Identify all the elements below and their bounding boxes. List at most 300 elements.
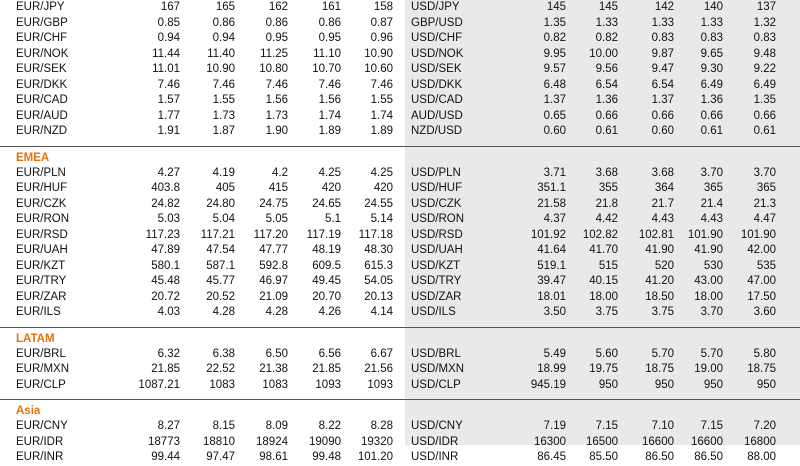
eur-value-cell: 1.56	[318, 94, 341, 106]
eur-value-cell: 4.03	[157, 306, 180, 318]
usd-value-cell: 0.65	[543, 109, 566, 122]
eur-value-cell: 1093	[315, 378, 341, 391]
eur-pair-label: EUR/ILS	[16, 306, 61, 318]
usd-value-cell: 9.22	[753, 63, 776, 75]
eur-value-cell: 24.65	[312, 197, 341, 210]
eur-value-cell: 48.30	[364, 244, 393, 256]
usd-value-cell: 140	[703, 1, 723, 13]
eur-pair-label: EUR/GBP	[16, 16, 68, 29]
table-row	[0, 228, 800, 244]
usd-pair-label: USD/SEK	[411, 63, 462, 75]
eur-value-cell: 1.89	[318, 125, 341, 137]
usd-value-cell: 364	[654, 182, 674, 194]
usd-value-cell: 21.3	[753, 197, 776, 210]
usd-pair-label: USD/CAD	[411, 94, 463, 106]
usd-value-cell: 43.00	[694, 275, 723, 287]
usd-value-cell: 18.01	[537, 290, 566, 303]
table-row	[0, 197, 800, 213]
eur-value-cell: 1.73	[265, 109, 288, 122]
eur-value-cell: 20.52	[206, 290, 235, 303]
eur-value-cell: 21.85	[151, 363, 180, 375]
eur-value-cell: 117.20	[253, 228, 288, 241]
usd-value-cell: 950	[654, 378, 674, 391]
eur-value-cell: 10.90	[206, 63, 235, 75]
eur-value-cell: 1087.21	[138, 378, 180, 391]
table-row	[0, 378, 800, 394]
eur-pair-label: EUR/CZK	[16, 197, 67, 210]
usd-pair-label: USD/RON	[411, 213, 465, 225]
eur-value-cell: 6.50	[265, 347, 288, 360]
eur-value-cell: 0.86	[212, 16, 235, 29]
usd-value-cell: 18.75	[645, 363, 674, 375]
eur-value-cell: 47.54	[206, 244, 235, 256]
usd-value-cell: 1.32	[753, 16, 776, 29]
eur-value-cell: 10.60	[364, 63, 393, 75]
table-row	[0, 166, 800, 182]
eur-pair-label: EUR/CLP	[16, 378, 66, 391]
eur-value-cell: 18810	[203, 435, 235, 448]
usd-value-cell: 18.99	[537, 363, 566, 375]
usd-value-cell: 0.83	[651, 32, 674, 44]
eur-value-cell: 48.19	[312, 244, 341, 256]
usd-value-cell: 101.90	[687, 228, 723, 241]
eur-value-cell: 18924	[256, 435, 288, 448]
usd-value-cell: 945.19	[530, 378, 566, 391]
usd-value-cell: 1.33	[595, 16, 618, 29]
usd-value-cell: 351.1	[537, 182, 566, 194]
eur-value-cell: 99.44	[151, 451, 180, 463]
eur-value-cell: 0.85	[157, 16, 180, 29]
usd-pair-label: AUD/USD	[411, 109, 463, 122]
usd-value-cell: 1.33	[651, 16, 674, 29]
usd-value-cell: 9.57	[543, 63, 566, 75]
eur-value-cell: 4.25	[370, 166, 393, 179]
eur-value-cell: 7.46	[318, 78, 341, 91]
usd-value-cell: 86.50	[645, 451, 674, 463]
table-row	[0, 124, 800, 140]
eur-pair-label: EUR/SEK	[16, 63, 67, 75]
table-row	[0, 93, 800, 109]
table-row	[0, 419, 800, 435]
eur-value-cell: 1083	[262, 378, 288, 391]
table-row	[0, 362, 800, 378]
eur-value-cell: 46.97	[259, 275, 288, 287]
usd-value-cell: 145	[546, 1, 566, 13]
eur-value-cell: 158	[373, 1, 393, 13]
eur-value-cell: 98.61	[259, 451, 288, 463]
eur-value-cell: 10.70	[312, 63, 341, 75]
usd-value-cell: 21.4	[700, 197, 723, 210]
eur-value-cell: 420	[321, 182, 341, 194]
usd-pair-label: USD/CZK	[411, 197, 462, 210]
eur-pair-label: EUR/CAD	[16, 94, 68, 106]
eur-value-cell: 117.23	[145, 228, 180, 241]
eur-value-cell: 24.82	[151, 197, 180, 210]
eur-value-cell: 4.28	[265, 306, 288, 318]
eur-value-cell: 5.14	[370, 213, 393, 225]
usd-value-cell: 3.60	[753, 306, 776, 318]
usd-value-cell: 5.49	[543, 347, 566, 360]
eur-value-cell: 0.94	[212, 32, 235, 44]
eur-pair-label: EUR/IDR	[16, 435, 64, 448]
eur-value-cell: 0.87	[370, 16, 393, 29]
usd-value-cell: 7.20	[753, 420, 776, 432]
usd-value-cell: 101.92	[530, 228, 566, 241]
usd-value-cell: 1.33	[700, 16, 723, 29]
usd-value-cell: 142	[654, 1, 674, 13]
usd-value-cell: 47.00	[747, 275, 776, 287]
eur-pair-label: EUR/CNY	[16, 420, 68, 432]
table-row	[0, 62, 800, 78]
eur-value-cell: 1083	[209, 378, 235, 391]
eur-value-cell: 1.90	[265, 125, 288, 137]
eur-value-cell: 162	[268, 1, 288, 13]
usd-value-cell: 88.00	[747, 451, 776, 463]
table-row	[0, 0, 800, 16]
usd-pair-label: USD/INR	[411, 451, 459, 463]
eur-value-cell: 4.27	[157, 166, 180, 179]
eur-value-cell: 117.19	[306, 228, 341, 241]
eur-value-cell: 1.56	[265, 94, 288, 106]
eur-value-cell: 167	[160, 1, 180, 13]
usd-value-cell: 16500	[586, 435, 618, 448]
usd-value-cell: 7.15	[700, 420, 723, 432]
eur-value-cell: 8.22	[318, 420, 341, 432]
usd-value-cell: 85.50	[589, 451, 618, 463]
usd-value-cell: 16300	[534, 435, 566, 448]
eur-value-cell: 11.40	[207, 47, 235, 60]
eur-pair-label: EUR/RON	[16, 213, 70, 225]
usd-value-cell: 9.56	[595, 63, 618, 75]
table-row	[0, 435, 800, 451]
usd-value-cell: 3.50	[543, 306, 566, 318]
usd-pair-label: USD/CNY	[411, 420, 463, 432]
eur-pair-label: EUR/JPY	[16, 1, 65, 13]
section-title: Asia	[16, 405, 41, 417]
eur-pair-label: EUR/BRL	[16, 347, 66, 360]
eur-value-cell: 117.18	[358, 228, 393, 241]
eur-value-cell: 0.95	[318, 32, 341, 44]
usd-value-cell: 6.49	[700, 78, 723, 91]
eur-value-cell: 99.48	[312, 451, 341, 463]
eur-value-cell: 21.85	[312, 363, 341, 375]
usd-value-cell: 4.43	[651, 213, 674, 225]
usd-pair-label: USD/ZAR	[411, 290, 462, 303]
eur-pair-label: EUR/NOK	[16, 47, 69, 60]
usd-value-cell: 18.50	[645, 290, 674, 303]
eur-value-cell: 6.67	[370, 347, 393, 360]
section-header	[0, 331, 800, 347]
eur-value-cell: 4.14	[370, 306, 393, 318]
usd-value-cell: 365	[756, 182, 776, 194]
table-row	[0, 109, 800, 125]
eur-value-cell: 403.8	[151, 182, 180, 194]
usd-value-cell: 18.00	[589, 290, 618, 303]
usd-value-cell: 21.7	[651, 197, 674, 210]
usd-pair-label: USD/PLN	[411, 166, 461, 179]
usd-value-cell: 0.61	[753, 125, 776, 137]
usd-value-cell: 7.10	[651, 420, 674, 432]
usd-value-cell: 0.82	[595, 32, 618, 44]
eur-pair-label: EUR/PLN	[16, 166, 66, 179]
usd-value-cell: 3.71	[543, 166, 566, 179]
usd-value-cell: 0.60	[543, 125, 566, 137]
usd-value-cell: 0.60	[651, 125, 674, 137]
usd-value-cell: 5.60	[595, 347, 618, 360]
usd-value-cell: 1.35	[543, 16, 566, 29]
usd-value-cell: 16800	[744, 435, 776, 448]
usd-pair-label: USD/RSD	[411, 228, 463, 241]
usd-value-cell: 3.75	[651, 306, 674, 318]
usd-value-cell: 950	[598, 378, 618, 391]
usd-value-cell: 3.70	[700, 166, 723, 179]
table-row	[0, 450, 800, 466]
usd-value-cell: 41.20	[645, 275, 674, 287]
usd-pair-label: USD/UAH	[411, 244, 463, 256]
usd-value-cell: 1.36	[700, 94, 723, 106]
usd-value-cell: 5.70	[700, 347, 723, 360]
usd-value-cell: 102.81	[638, 228, 674, 241]
usd-value-cell: 3.70	[753, 166, 776, 179]
eur-value-cell: 49.45	[312, 275, 341, 287]
usd-value-cell: 1.36	[595, 94, 618, 106]
eur-value-cell: 21.09	[259, 290, 288, 303]
usd-value-cell: 9.65	[700, 47, 723, 60]
usd-value-cell: 9.95	[543, 47, 566, 60]
usd-value-cell: 4.47	[753, 213, 776, 225]
eur-value-cell: 7.46	[265, 78, 288, 91]
eur-value-cell: 8.27	[157, 420, 180, 432]
usd-value-cell: 16600	[642, 435, 674, 448]
eur-value-cell: 5.1	[325, 213, 341, 225]
table-row	[0, 47, 800, 63]
table-row	[0, 31, 800, 47]
eur-value-cell: 5.04	[212, 213, 235, 225]
eur-value-cell: 18773	[148, 435, 180, 448]
eur-value-cell: 8.15	[212, 420, 235, 432]
eur-pair-label: EUR/TRY	[16, 275, 67, 287]
table-row	[0, 259, 800, 275]
usd-value-cell: 18.75	[747, 363, 776, 375]
eur-value-cell: 11.10	[313, 47, 341, 60]
usd-pair-label: USD/DKK	[411, 78, 463, 91]
usd-pair-label: USD/ILS	[411, 306, 456, 318]
eur-value-cell: 6.32	[157, 347, 180, 360]
eur-value-cell: 22.52	[206, 363, 235, 375]
eur-value-cell: 19320	[361, 435, 393, 448]
eur-value-cell: 7.46	[157, 78, 180, 91]
usd-value-cell: 519.1	[537, 259, 566, 272]
eur-pair-label: EUR/DKK	[16, 78, 68, 91]
eur-value-cell: 1.74	[370, 109, 393, 122]
eur-value-cell: 54.05	[364, 275, 393, 287]
eur-value-cell: 20.13	[364, 290, 393, 303]
eur-value-cell: 0.86	[318, 16, 341, 29]
usd-pair-label: USD/TRY	[411, 275, 462, 287]
eur-value-cell: 1.89	[370, 125, 393, 137]
eur-pair-label: EUR/MXN	[16, 363, 70, 375]
eur-pair-label: EUR/RSD	[16, 228, 68, 241]
usd-value-cell: 40.15	[589, 275, 618, 287]
eur-pair-label: EUR/CHF	[16, 32, 68, 44]
eur-pair-label: EUR/ZAR	[16, 290, 67, 303]
eur-value-cell: 21.56	[364, 363, 393, 375]
usd-value-cell: 10.00	[589, 47, 618, 60]
usd-value-cell: 102.82	[582, 228, 618, 241]
usd-value-cell: 7.19	[543, 420, 566, 432]
eur-value-cell: 580.1	[151, 259, 180, 272]
eur-value-cell: 11.01	[152, 63, 180, 75]
eur-value-cell: 609.5	[312, 259, 341, 272]
table-row	[0, 274, 800, 290]
eur-value-cell: 24.55	[364, 197, 393, 210]
eur-value-cell: 24.80	[206, 197, 235, 210]
usd-value-cell: 19.00	[694, 363, 723, 375]
usd-value-cell: 16600	[691, 435, 723, 448]
eur-value-cell: 101.20	[357, 451, 393, 463]
usd-value-cell: 1.37	[651, 94, 674, 106]
eur-value-cell: 1093	[367, 378, 393, 391]
eur-value-cell: 8.28	[370, 420, 393, 432]
eur-value-cell: 24.75	[259, 197, 288, 210]
table-row	[0, 212, 800, 228]
usd-value-cell: 5.70	[651, 347, 674, 360]
usd-pair-label: USD/NOK	[411, 47, 464, 60]
usd-value-cell: 3.75	[595, 306, 618, 318]
usd-value-cell: 4.37	[543, 213, 566, 225]
eur-value-cell: 5.05	[265, 213, 288, 225]
usd-value-cell: 5.80	[753, 347, 776, 360]
eur-pair-label: EUR/UAH	[16, 244, 68, 256]
eur-value-cell: 21.38	[259, 363, 288, 375]
eur-value-cell: 10.90	[364, 47, 393, 60]
table-row	[0, 243, 800, 259]
usd-value-cell: 950	[703, 378, 723, 391]
eur-value-cell: 20.70	[312, 290, 341, 303]
usd-value-cell: 145	[598, 1, 618, 13]
usd-value-cell: 86.45	[537, 451, 566, 463]
usd-pair-label: GBP/USD	[411, 16, 463, 29]
eur-value-cell: 592.8	[259, 259, 288, 272]
usd-pair-label: USD/CHF	[411, 32, 463, 44]
usd-value-cell: 9.30	[700, 63, 723, 75]
eur-value-cell: 1.57	[157, 94, 180, 106]
eur-value-cell: 4.2	[272, 166, 288, 179]
section-header	[0, 150, 800, 166]
section-title: EMEA	[16, 151, 50, 164]
usd-pair-label: USD/IDR	[411, 435, 459, 448]
eur-value-cell: 5.03	[157, 213, 180, 225]
usd-value-cell: 3.70	[700, 306, 723, 318]
eur-value-cell: 6.38	[212, 347, 235, 360]
eur-pair-label: EUR/KZT	[16, 259, 66, 272]
eur-value-cell: 47.89	[151, 244, 180, 256]
eur-value-cell: 0.94	[157, 32, 180, 44]
usd-value-cell: 3.68	[651, 166, 674, 179]
usd-value-cell: 0.66	[753, 109, 776, 122]
usd-value-cell: 520	[654, 259, 674, 272]
usd-pair-label: NZD/USD	[411, 125, 463, 137]
usd-value-cell: 0.83	[700, 32, 723, 44]
eur-value-cell: 0.95	[265, 32, 288, 44]
usd-value-cell: 0.83	[753, 32, 776, 44]
eur-value-cell: 45.77	[206, 275, 235, 287]
usd-value-cell: 21.8	[595, 197, 618, 210]
eur-value-cell: 7.46	[370, 78, 393, 91]
eur-value-cell: 11.25	[260, 47, 288, 60]
eur-value-cell: 0.96	[370, 32, 393, 44]
usd-pair-label: USD/MXN	[411, 363, 465, 375]
usd-value-cell: 950	[756, 378, 776, 391]
usd-value-cell: 42.00	[747, 244, 776, 256]
eur-value-cell: 45.48	[151, 275, 180, 287]
eur-value-cell: 1.55	[370, 94, 393, 106]
usd-value-cell: 41.70	[589, 244, 618, 256]
eur-value-cell: 1.55	[212, 94, 235, 106]
usd-value-cell: 18.00	[694, 290, 723, 303]
usd-value-cell: 530	[703, 259, 723, 272]
usd-value-cell: 41.90	[645, 244, 674, 256]
eur-value-cell: 47.77	[259, 244, 288, 256]
usd-value-cell: 86.50	[694, 451, 723, 463]
eur-value-cell: 1.77	[157, 109, 180, 122]
usd-value-cell: 41.90	[694, 244, 723, 256]
table-row	[0, 181, 800, 197]
usd-value-cell: 137	[756, 1, 776, 13]
eur-value-cell: 415	[268, 182, 288, 194]
usd-value-cell: 535	[756, 259, 776, 272]
usd-value-cell: 7.15	[595, 420, 618, 432]
usd-value-cell: 0.61	[700, 125, 723, 137]
table-row	[0, 290, 800, 306]
eur-value-cell: 4.28	[212, 306, 235, 318]
eur-value-cell: 587.1	[206, 259, 235, 272]
table-row	[0, 16, 800, 32]
table-row	[0, 305, 800, 321]
usd-value-cell: 4.42	[595, 213, 618, 225]
eur-value-cell: 1.91	[157, 125, 180, 137]
usd-value-cell: 9.87	[651, 47, 674, 60]
eur-value-cell: 0.86	[265, 16, 288, 29]
eur-pair-label: EUR/HUF	[16, 182, 68, 194]
eur-value-cell: 1.87	[212, 125, 235, 137]
usd-value-cell: 0.82	[543, 32, 566, 44]
usd-value-cell: 6.54	[651, 78, 674, 91]
usd-pair-label: USD/HUF	[411, 182, 463, 194]
eur-pair-label: EUR/NZD	[16, 125, 68, 137]
eur-value-cell: 8.09	[265, 420, 288, 432]
usd-value-cell: 1.35	[753, 94, 776, 106]
usd-value-cell: 101.90	[740, 228, 776, 241]
usd-value-cell: 9.48	[753, 47, 776, 60]
usd-value-cell: 21.58	[537, 197, 566, 210]
usd-value-cell: 1.37	[543, 94, 566, 106]
usd-value-cell: 355	[598, 182, 618, 194]
usd-value-cell: 6.54	[595, 78, 618, 91]
usd-value-cell: 0.66	[651, 109, 674, 122]
usd-value-cell: 365	[703, 182, 723, 194]
eur-value-cell: 20.72	[151, 290, 180, 303]
eur-value-cell: 10.80	[259, 63, 288, 75]
eur-value-cell: 11.44	[152, 47, 180, 60]
usd-value-cell: 19.75	[589, 363, 618, 375]
eur-pair-label: EUR/AUD	[16, 109, 68, 122]
eur-value-cell: 6.56	[318, 347, 341, 360]
usd-pair-label: USD/KZT	[411, 259, 461, 272]
usd-pair-label: USD/BRL	[411, 347, 461, 360]
usd-value-cell: 3.68	[595, 166, 618, 179]
usd-value-cell: 39.47	[537, 275, 566, 287]
